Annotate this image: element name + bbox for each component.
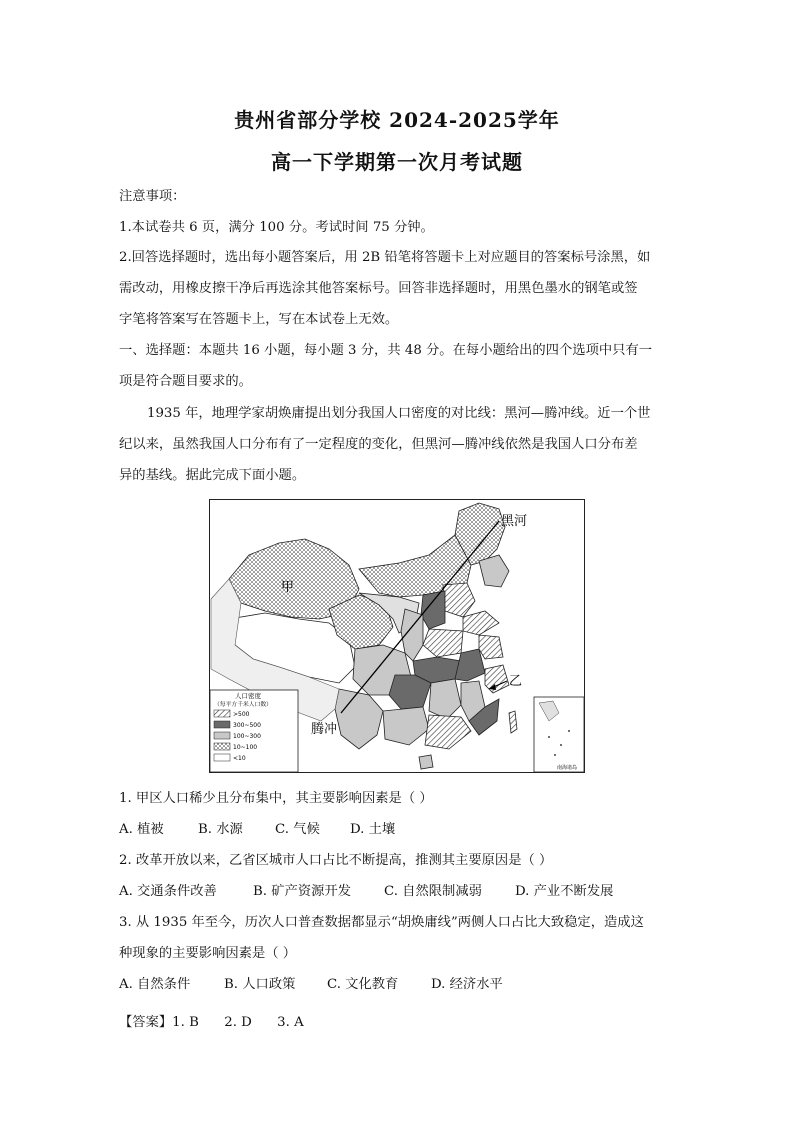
q3-option-d: D. 经济水平 <box>431 977 503 992</box>
south-china-sea-inset <box>534 697 584 772</box>
q1-option-b: B. 水源 <box>198 822 243 837</box>
legend-item-4: 10~100 <box>233 744 258 751</box>
notice-item-2c: 字笔将答案写在答题卡上，写在本试卷上无效。 <box>119 312 399 327</box>
question-1-options <box>119 822 679 838</box>
q3-option-c: C. 文化教育 <box>327 977 399 992</box>
notice-item-2a: 2.回答选择题时，选出每小题答案后，用 2B 铅笔将答题卡上对应题目的答案标号涂黑，如 <box>119 250 651 265</box>
notice-item-2b: 需改动，用橡皮擦干净后再选涂其他答案标号。回答非选择题时，用黑色墨水的钢笔或签 <box>119 281 638 296</box>
legend-item-1: >500 <box>233 711 250 718</box>
q1-option-d: D. 土壤 <box>350 822 396 837</box>
legend-item-3: 100~300 <box>233 733 261 740</box>
legend-unit: （每平方千米人口数） <box>214 702 272 708</box>
title-line-1: 贵州省部分学校 2024-2025学年 <box>234 108 560 132</box>
population-density-map <box>209 499 585 773</box>
answer-key: 【答案】1. B 2. D 3. A <box>119 1015 304 1030</box>
q2-option-d: D. 产业不断发展 <box>515 884 614 899</box>
legend-item-5: <10 <box>233 755 246 762</box>
notice-item-1: 1.本试卷共 6 页，满分 100 分。考试时间 75 分钟。 <box>119 220 434 235</box>
question-1-stem: 1. 甲区人口稀少且分布集中，其主要影响因素是（ ） <box>119 791 433 806</box>
question-3-options <box>119 977 679 993</box>
label-heihe: 黑河 <box>501 514 528 529</box>
label-tengchong: 腾冲 <box>311 722 338 737</box>
q3-option-b: B. 人口政策 <box>224 977 296 992</box>
q1-option-c: C. 气候 <box>275 822 320 837</box>
label-jia: 甲 <box>281 580 295 595</box>
q2-option-b: B. 矿产资源开发 <box>253 884 352 899</box>
region-jiangsu <box>479 635 503 659</box>
title-line-2: 高一下学期第一次月考试题 <box>271 150 523 174</box>
region-hainan <box>419 755 433 769</box>
intro-line-3: 异的基线。据此完成下面小题。 <box>119 468 306 483</box>
intro-line-2: 纪以来，虽然我国人口分布有了一定程度的变化，但黑河—腾冲线依然是我国人口分布差 <box>119 437 638 452</box>
section-heading-b: 项是符合题目要求的。 <box>119 374 252 389</box>
section-heading-a: 一、选择题：本题共 16 小题，每小题 3 分，共 48 分。在每小题给出的四个选项中只有一 <box>119 343 653 358</box>
question-2-options <box>119 884 679 900</box>
label-yi: 乙 <box>509 674 523 689</box>
legend <box>210 690 298 772</box>
intro-line-1: 1935 年，地理学家胡焕庸提出划分我国人口密度的对比线：黑河—腾冲线。近一个世 <box>147 406 651 421</box>
question-3-stem-b: 种现象的主要影响因素是（ ） <box>119 946 297 961</box>
question-3-stem-a: 3. 从 1935 年至今，历次人口普查数据都显示“胡焕庸线”两侧人口占比大致稳定，造成这 <box>119 915 644 930</box>
question-2-stem: 2. 改革开放以来，乙省区城市人口占比不断提高，推测其主要原因是（ ） <box>119 853 553 868</box>
notice-heading: 注意事项： <box>119 189 186 204</box>
legend-item-2: 300~500 <box>233 722 261 729</box>
legend-title: 人口密度 <box>235 692 261 700</box>
q3-option-a: A. 自然条件 <box>119 977 191 992</box>
q2-option-c: C. 自然限制减弱 <box>384 884 482 899</box>
q1-option-a: A. 植被 <box>119 822 164 837</box>
q2-option-a: A. 交通条件改善 <box>119 884 217 899</box>
inset-label: 南海诸岛 <box>557 765 578 771</box>
